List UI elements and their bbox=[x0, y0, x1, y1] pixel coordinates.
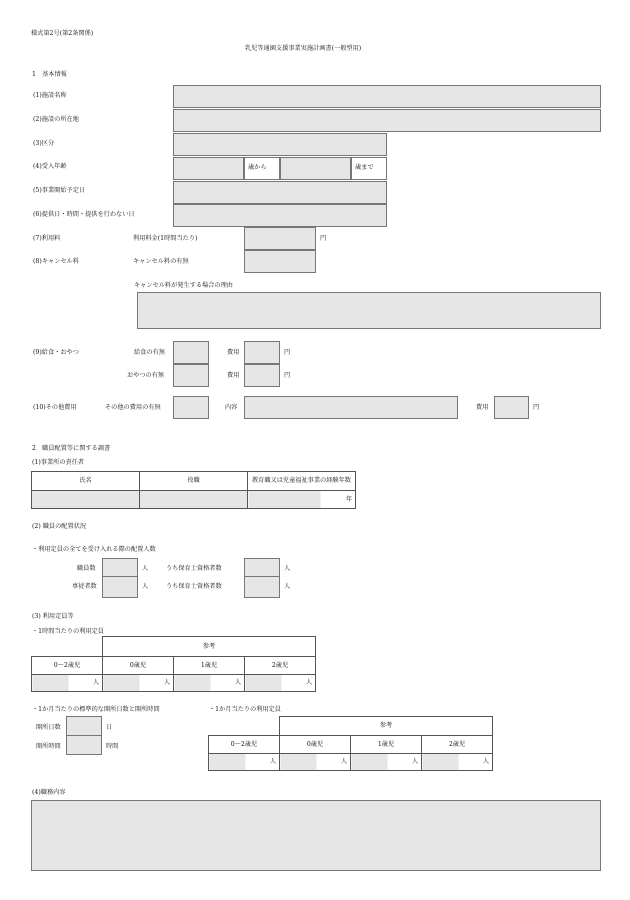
section2-heading: 2 職員配置等に関する調書 bbox=[32, 445, 111, 452]
label-cancel-reason: キャンセル料が発生する場合の理由 bbox=[134, 282, 233, 289]
monthly-cell-2[interactable]: 人 bbox=[422, 754, 493, 771]
snack-cost-field[interactable] bbox=[244, 364, 280, 387]
hourly-col-2: 2歳児 bbox=[245, 657, 316, 675]
label-lunch-cost: 費用 bbox=[227, 349, 240, 356]
label-monthly-capacity: ・1か月当たりの利用定員 bbox=[209, 706, 281, 713]
manager-name-cell[interactable] bbox=[32, 491, 140, 509]
fee-yen: 円 bbox=[320, 235, 327, 242]
facility-address-field[interactable] bbox=[173, 109, 601, 132]
open-hours-field[interactable] bbox=[66, 735, 102, 755]
monthly-col-1: 1歳児 bbox=[351, 736, 422, 754]
label-open-hours: 開所時間 bbox=[36, 743, 61, 750]
lunch-yen: 円 bbox=[284, 349, 291, 356]
label-start-date: (5)事業開始予定日 bbox=[33, 187, 86, 194]
fulltime-qualified-suffix: 人 bbox=[284, 583, 291, 590]
snack-exists-field[interactable] bbox=[173, 364, 209, 387]
fee-field[interactable] bbox=[244, 227, 316, 250]
label-duties: (4)職務内容 bbox=[32, 789, 66, 796]
label-meals: (9)給食・おやつ bbox=[33, 349, 79, 356]
monthly-col-2: 2歳児 bbox=[422, 736, 493, 754]
closed-days-field[interactable] bbox=[173, 204, 387, 227]
lunch-cost-field[interactable] bbox=[244, 341, 280, 364]
fulltime-count-suffix: 人 bbox=[142, 583, 149, 590]
category-field[interactable] bbox=[173, 133, 387, 156]
label-snack-exists: おやつの有無 bbox=[127, 372, 165, 379]
label-monthly-days-hours: ・1か月当たりの標準的な開所日数と開所時間 bbox=[32, 706, 160, 713]
label-snack-cost: 費用 bbox=[227, 372, 240, 379]
form-number: 様式第2号(第2条関係) bbox=[31, 30, 94, 37]
fulltime-qualified-field[interactable] bbox=[244, 576, 280, 598]
open-days-suffix: 日 bbox=[106, 724, 113, 731]
monthly-col-0-2: 0～2歳児 bbox=[209, 736, 280, 754]
header-position: 役職 bbox=[140, 472, 248, 491]
label-hourly-capacity: ・1時間当たりの利用定員 bbox=[32, 628, 104, 635]
label-fee-per-hour: 利用料金(1時間当たり) bbox=[133, 235, 198, 242]
duties-field[interactable] bbox=[31, 800, 601, 871]
staff-qualified-suffix: 人 bbox=[284, 565, 291, 572]
hourly-capacity-table bbox=[31, 636, 316, 692]
hourly-col-0: 0歳児 bbox=[103, 657, 174, 675]
hourly-cell-0[interactable]: 人 bbox=[103, 675, 174, 692]
age-to-field[interactable] bbox=[280, 157, 351, 180]
label-fulltime-qualified: うち保育士資格者数 bbox=[166, 583, 222, 590]
label-fulltime-count: 専従者数 bbox=[72, 583, 97, 590]
manager-table bbox=[31, 471, 356, 509]
lunch-exists-field[interactable] bbox=[173, 341, 209, 364]
cancel-reason-field[interactable] bbox=[137, 292, 601, 329]
other-cost-field[interactable] bbox=[494, 396, 529, 419]
page-title: 乳児等通園支援事業実施計画書(一般型用) bbox=[245, 45, 362, 52]
open-days-field[interactable] bbox=[66, 716, 102, 736]
snack-yen: 円 bbox=[284, 372, 291, 379]
start-date-field[interactable] bbox=[173, 181, 387, 204]
age-from-field[interactable] bbox=[173, 157, 244, 180]
manager-experience-cell[interactable] bbox=[248, 491, 356, 509]
label-lunch-exists: 給食の有無 bbox=[134, 349, 165, 356]
open-hours-suffix: 時間 bbox=[106, 743, 119, 750]
staff-count-suffix: 人 bbox=[142, 565, 149, 572]
section1-heading: 1 基本情報 bbox=[32, 71, 67, 78]
manager-position-cell[interactable] bbox=[140, 491, 248, 509]
monthly-cell-1[interactable]: 人 bbox=[351, 754, 422, 771]
fulltime-count-field[interactable] bbox=[102, 576, 138, 598]
label-other-content: 内容 bbox=[225, 404, 238, 411]
label-facility-name: (1)施設名称 bbox=[33, 92, 67, 99]
label-closed-days: (6)提供日・時間・提供を行わない日 bbox=[33, 211, 135, 218]
header-name: 氏名 bbox=[32, 472, 140, 491]
label-cancel: (8)キャンセル料 bbox=[33, 258, 79, 265]
age-to-suffix: 歳まで bbox=[355, 164, 374, 171]
header-experience: 教育職又は児童福祉事業の経験年数 bbox=[248, 472, 356, 491]
hourly-col-0-2: 0～2歳児 bbox=[32, 657, 103, 675]
label-facility-address: (2)施設の所在地 bbox=[33, 116, 79, 123]
monthly-capacity-table bbox=[208, 716, 493, 771]
hourly-cell-0-2[interactable]: 人 bbox=[32, 675, 103, 692]
label-capacity: (3) 利用定員等 bbox=[32, 613, 74, 620]
label-fee: (7)利用料 bbox=[33, 235, 61, 242]
monthly-reference-header: 参考 bbox=[280, 717, 493, 736]
monthly-cell-0[interactable]: 人 bbox=[280, 754, 351, 771]
label-other-cost: 費用 bbox=[476, 404, 489, 411]
label-open-days: 開所日数 bbox=[36, 724, 61, 731]
facility-name-field[interactable] bbox=[173, 85, 601, 108]
age-from-suffix: 歳から bbox=[248, 164, 267, 171]
other-content-field[interactable] bbox=[244, 396, 458, 419]
label-age-range: (4)受入年齢 bbox=[33, 163, 67, 170]
cancel-exists-field[interactable] bbox=[244, 250, 316, 273]
label-staff-qualified: うち保育士資格者数 bbox=[166, 565, 222, 572]
hourly-col-1: 1歳児 bbox=[174, 657, 245, 675]
label-manager: (1)事業所の責任者 bbox=[32, 459, 85, 466]
hourly-cell-2[interactable]: 人 bbox=[245, 675, 316, 692]
label-other-costs: (10)その他費用 bbox=[33, 404, 77, 411]
hourly-cell-1[interactable]: 人 bbox=[174, 675, 245, 692]
label-staffing: (2) 職員の配置状況 bbox=[32, 523, 87, 530]
other-exists-field[interactable] bbox=[173, 396, 209, 419]
label-category: (3)区分 bbox=[33, 140, 55, 147]
year-suffix: 年 bbox=[345, 495, 352, 503]
label-staff-count: 職員数 bbox=[77, 565, 96, 572]
label-cancel-exists: キャンセル料の有無 bbox=[133, 258, 189, 265]
label-other-exists: その他の費用の有無 bbox=[105, 404, 161, 411]
hourly-reference-header: 参考 bbox=[103, 637, 316, 657]
monthly-col-0: 0歳児 bbox=[280, 736, 351, 754]
other-yen: 円 bbox=[533, 404, 540, 411]
monthly-cell-0-2[interactable]: 人 bbox=[209, 754, 280, 771]
staffing-note: ・利用定員の全てを受け入れる際の配置人数 bbox=[32, 546, 156, 553]
